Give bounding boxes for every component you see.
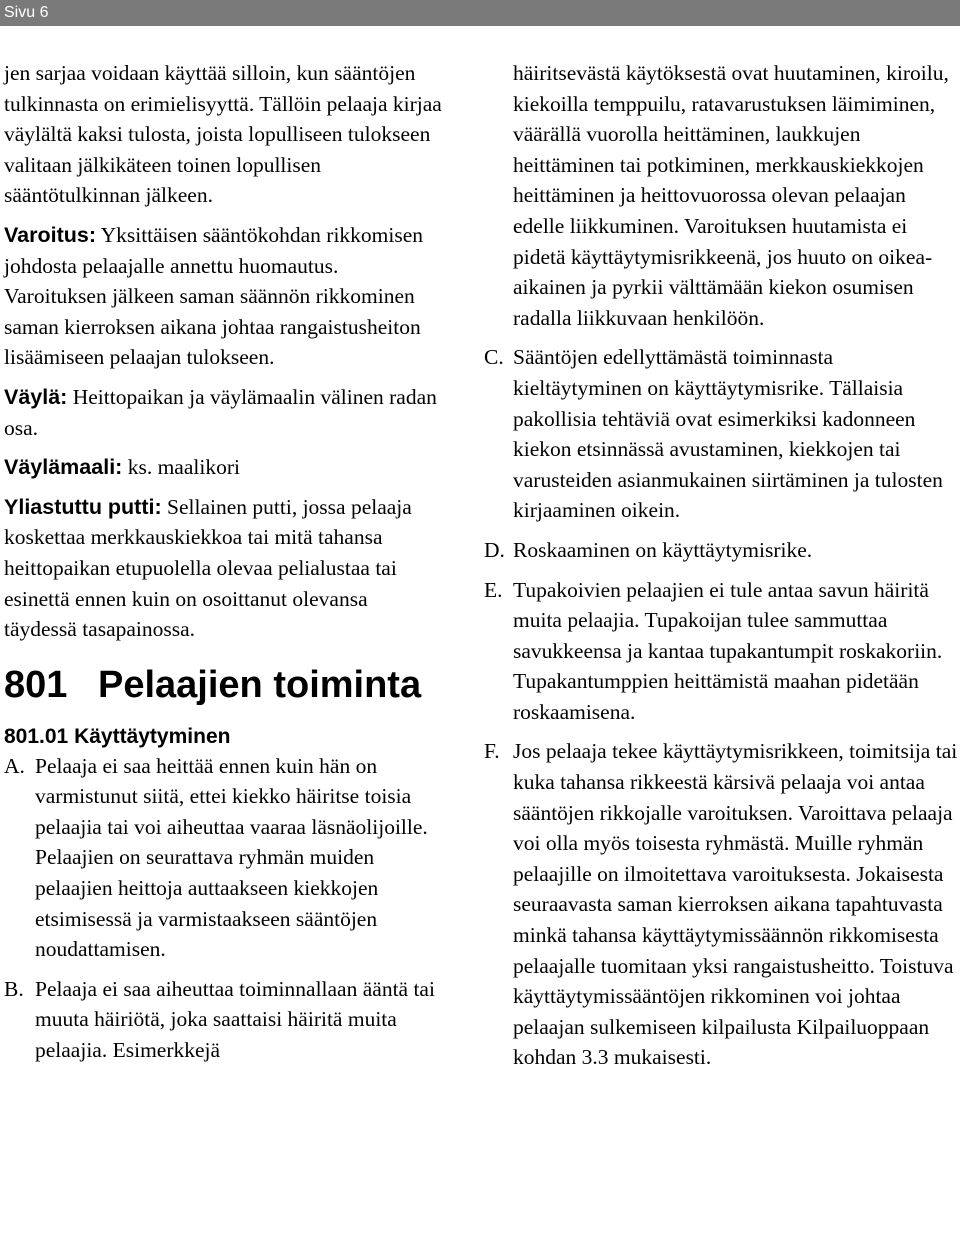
definition-vaylamaali xyxy=(4,452,444,483)
page-number-label: Sivu 6 xyxy=(4,4,49,21)
item-text: Pelaaja ei saa heittää ennen kuin hän on varmistunut siitä, ettei kiekko häiritse toisia pelaajia tai voi aiheuttaa vaaraa läsnäolijoille. Pelaajien on seurattava ryhmän muiden pelaajien heittoja auttaakseen kiekkojen etsimisessä ja varmistaakseen sääntöjen noudattamisen. xyxy=(35,753,428,962)
list-item-a xyxy=(4,751,444,965)
definition-text: ks. maalikori xyxy=(122,455,240,480)
continuation-item xyxy=(484,58,958,333)
section-heading xyxy=(4,661,444,709)
item-marker: F. xyxy=(484,739,500,764)
list-item-f xyxy=(484,736,958,1073)
definition-term: Varoitus: xyxy=(4,222,96,247)
item-text: Tupakoivien pelaajien ei tule antaa savun häiritä muita pelaajia. Tupakoijan tulee sammuttaa savukkeensa ja kantaa tupakantumpit roskakoriin. Tupakantumppien heittämistä maahan pidetään roskaamisena. xyxy=(513,577,943,724)
item-marker: E. xyxy=(484,577,503,602)
item-text: Jos pelaaja tekee käyttäytymisrikkeen, toimitsija tai kuka tahansa rikkeestä kärsivä pelaaja voi antaa sääntöjen rikkojalle varoituksen. Varoittava pelaaja voi olla myös toisesta ryhmästä. Muille ryhmän pelaajille on ilmoitettava varoituksesta. Jokaisesta seuraavasta saman kierroksen aikana tapahtuvasta minkä tahansa käyttäytymissäännön rikkomisesta pelaajalle tuomitaan yksi rangaistusheitto. Toistuva käyttäytymissääntöjen rikkominen voi johtaa pelaajan sulkemiseen kilpailusta Kilpailuoppaan kohdan 3.3 mukaisesti. xyxy=(513,739,958,1070)
definition-text: Sellainen putti, jossa pelaaja koskettaa merkkauskiekkoa tai mitä tahansa heittopaikan etupuolella olevaa pelialustaa tai esinettä ennen kuin on osoittanut olevansa täydessä tasapainossa. xyxy=(4,494,412,642)
definition-term: Väylä: xyxy=(4,384,68,409)
left-column xyxy=(4,58,444,1066)
definition-varoitus xyxy=(4,220,444,373)
definition-vayla xyxy=(4,382,444,443)
item-marker: D. xyxy=(484,537,505,562)
list-item-c xyxy=(484,342,958,526)
definition-text: Yksittäisen sääntökohdan rikkomisen johdosta pelaajalle annettu huomautus. Varoituksen jälkeen saman säännön rikkominen saman kierroksen aikana johtaa rangaistusheiton lisäämiseen pelaajan tulokseen. xyxy=(4,222,424,370)
intro-paragraph: jen sarjaa voidaan käyttää silloin, kun sääntöjen tulkinnasta on erimielisyyttä. Tällöin pelaaja kirjaa väylältä kaksi tulosta, joista lopulliseen tulokseen valitaan jälkikäteen toinen lopullisen sääntötulkinnan jälkeen. xyxy=(4,61,442,208)
item-text: Pelaaja ei saa aiheuttaa toiminnallaan ääntä tai muuta häiriötä, joka saattaisi häiritä muita pelaajia. Esimerkkejä xyxy=(35,976,435,1063)
section-title: Pelaajien toiminta xyxy=(98,663,422,706)
item-marker: B. xyxy=(4,976,24,1001)
page-header-bar xyxy=(0,0,960,26)
list-item-d xyxy=(484,535,958,566)
item-text: Sääntöjen edellyttämästä toiminnasta kieltäytyminen on käyttäytymisrike. Tällaisia pakollisia tehtäviä ovat esimerkiksi kadonneen kiekon etsinnässä avustaminen, kiekkojen tai varusteiden asianmukainen siirtäminen ja tulosten kirjaaminen oikein. xyxy=(513,345,943,523)
right-column xyxy=(484,58,958,1073)
subsection-heading: 801.01 Käyttäytyminen xyxy=(4,724,231,748)
definition-yliastuttu-putti xyxy=(4,492,444,645)
item-marker: A. xyxy=(4,753,25,778)
definition-term: Väylämaali: xyxy=(4,455,123,480)
section-number: 801 xyxy=(4,663,68,706)
list-item-b xyxy=(4,974,444,1066)
definition-text: Heittopaikan ja väylämaalin välinen radan osa. xyxy=(4,384,437,440)
item-marker: C. xyxy=(484,345,504,370)
definition-term: Yliastuttu putti: xyxy=(4,494,162,519)
list-item-e xyxy=(484,575,958,728)
item-text: Roskaaminen on käyttäytymisrike. xyxy=(513,537,813,562)
item-text: häiritsevästä käytöksestä ovat huutaminen, kiroilu, kiekoilla temppuilu, ratavarustuksen läimiminen, väärällä vuorolla heittäminen, laukkujen heittäminen tai potkiminen, merkkauskiekkojen heittäminen ja heittovuorossa olevan pelaajan edelle liikkuminen. Varoituksen huutamista ei pidetä käyttäytymisrikkeenä, jos huuto on oikea-aikainen ja pyrkii välttämään kiekon osumisen radalla liikkuvaan henkilöön. xyxy=(513,61,949,330)
